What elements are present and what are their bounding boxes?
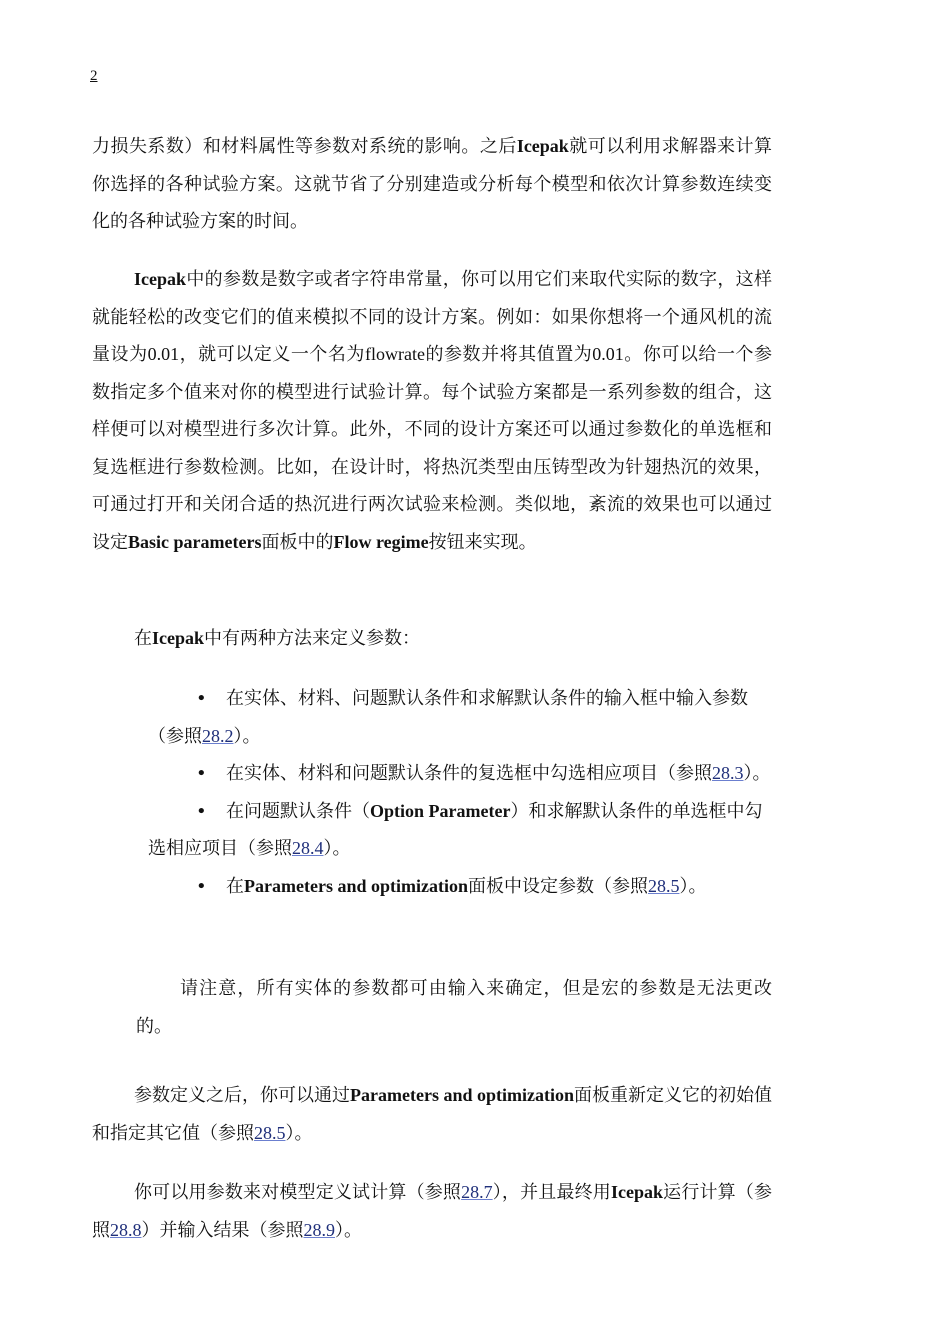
paragraph-two-methods: [92, 620, 772, 658]
bold-term-flow-regime: Flow regime: [333, 531, 429, 552]
text: 就可以利用求解器来计算你选择的各种试验方案。这就节省了分别建造或分析每个模型和依次计算参数连续变化的各种试验方案的时间。: [92, 136, 772, 232]
text: ）。: [743, 763, 771, 784]
text: ）。: [285, 1122, 313, 1144]
number-value: 0.01: [592, 344, 624, 364]
reference-link-28-5[interactable]: 28.5: [254, 1122, 286, 1143]
text: 在: [134, 628, 152, 649]
text: 力损失系数）和材料属性等参数对系统的影响。之后: [92, 136, 517, 157]
paragraph-parameters-definition: [92, 261, 772, 561]
text: 在问题默认条件（: [226, 800, 370, 822]
paragraph-after-definition: [92, 1077, 772, 1152]
text: 按钮来实现。: [428, 531, 537, 553]
text: 的参数并将其值置为: [424, 344, 593, 365]
bullet-icon: •: [196, 800, 207, 822]
bold-term-icepak: Icepak: [134, 269, 187, 289]
bold-term-icepak: Icepak: [516, 136, 569, 156]
reference-link-28-2[interactable]: 28.2: [202, 725, 234, 746]
text: 中的参数是数字或者字符串常量，你可以用它们来取代实际的数字，这样就能轻松的改变它们的值来模拟不同的设计方案。例如：如果你想将一个通风机的流量设为: [92, 269, 772, 365]
list-item: [92, 868, 772, 906]
text: 你可以用参数来对模型定义试计算（参照: [134, 1182, 462, 1203]
list-item: [92, 793, 772, 868]
bold-term-icepak: Icepak: [152, 628, 205, 648]
bold-term-icepak: Icepak: [610, 1182, 663, 1202]
bold-term-option-parameter: Option Parameter: [370, 800, 511, 821]
text: 中有两种方法来定义参数：: [204, 628, 421, 649]
text: 参数定义之后，你可以通过: [134, 1085, 351, 1106]
paragraph-intro-continued: [92, 128, 772, 241]
bullet-icon: •: [196, 763, 207, 784]
text: ）并输入结果（参照: [141, 1219, 304, 1241]
text: 运行计算（参照: [92, 1182, 773, 1241]
bullet-icon: •: [196, 688, 207, 709]
text: ）。: [233, 725, 261, 747]
text: 。你可以给一个参数指定多个值来对你的模型进行试验计算。每个试验方案都是一系列参数的组合，这样便可以对模型进行多次计算。此外，不同的设计方案还可以通过参数化的单选框和复选框进行参数检测。比如，在设计时，将热沉类型由压铸型改为针翅热沉的效果，可通过打开和关闭合适的热沉进行两次试验来检测。类似地，紊流的效果也可以通过设定: [92, 344, 773, 553]
reference-link-28-4[interactable]: 28.4: [292, 838, 324, 858]
list-item: [92, 680, 772, 755]
reference-link-28-8[interactable]: 28.8: [110, 1219, 142, 1240]
reference-link-28-3[interactable]: 28.3: [712, 763, 744, 783]
text: ）。: [679, 875, 707, 897]
bold-term-basic-parameters: Basic parameters: [128, 531, 262, 552]
text: ）。: [335, 1219, 362, 1241]
text: 在实体、材料和问题默认条件的复选框中勾选相应项目（参照: [226, 763, 712, 784]
paragraph-note: [136, 970, 772, 1045]
bold-term-parameters-and-optimization: Parameters and optimization: [350, 1085, 574, 1105]
reference-link-28-9[interactable]: 28.9: [303, 1219, 335, 1240]
text: 请注意，所有实体的参数都可由输入来确定，但是宏的参数是无法更改的。: [136, 978, 772, 1037]
text: 在实体、材料、问题默认条件和求解默认条件的输入框中输入参数（参照: [148, 688, 748, 747]
reference-link-28-5[interactable]: 28.5: [647, 875, 680, 896]
text: ）。: [323, 838, 351, 859]
number-value: 0.01: [147, 344, 180, 364]
bullet-list: [92, 680, 772, 905]
page-number: 2: [90, 68, 98, 84]
list-item: [92, 755, 772, 793]
bold-term-parameters-and-optimization: Parameters and optimization: [244, 875, 468, 896]
text: 在: [226, 875, 244, 897]
text: 面板重新定义它的初始值和指定其它值（参照: [92, 1085, 772, 1144]
text: ）和求解默认条件的单选框中勾选相应项目（参照: [148, 800, 763, 859]
reference-link-28-7[interactable]: 28.7: [461, 1182, 493, 1202]
text: 面板中设定参数（参照: [467, 875, 648, 897]
bullet-icon: •: [196, 875, 207, 897]
text: 面板中的: [261, 531, 334, 553]
text: ，就可以定义一个名为: [179, 344, 365, 365]
text: ），并且最终用: [492, 1182, 611, 1203]
paragraph-trial-calculation: [92, 1174, 772, 1249]
parameter-name: flowrate: [364, 344, 425, 364]
